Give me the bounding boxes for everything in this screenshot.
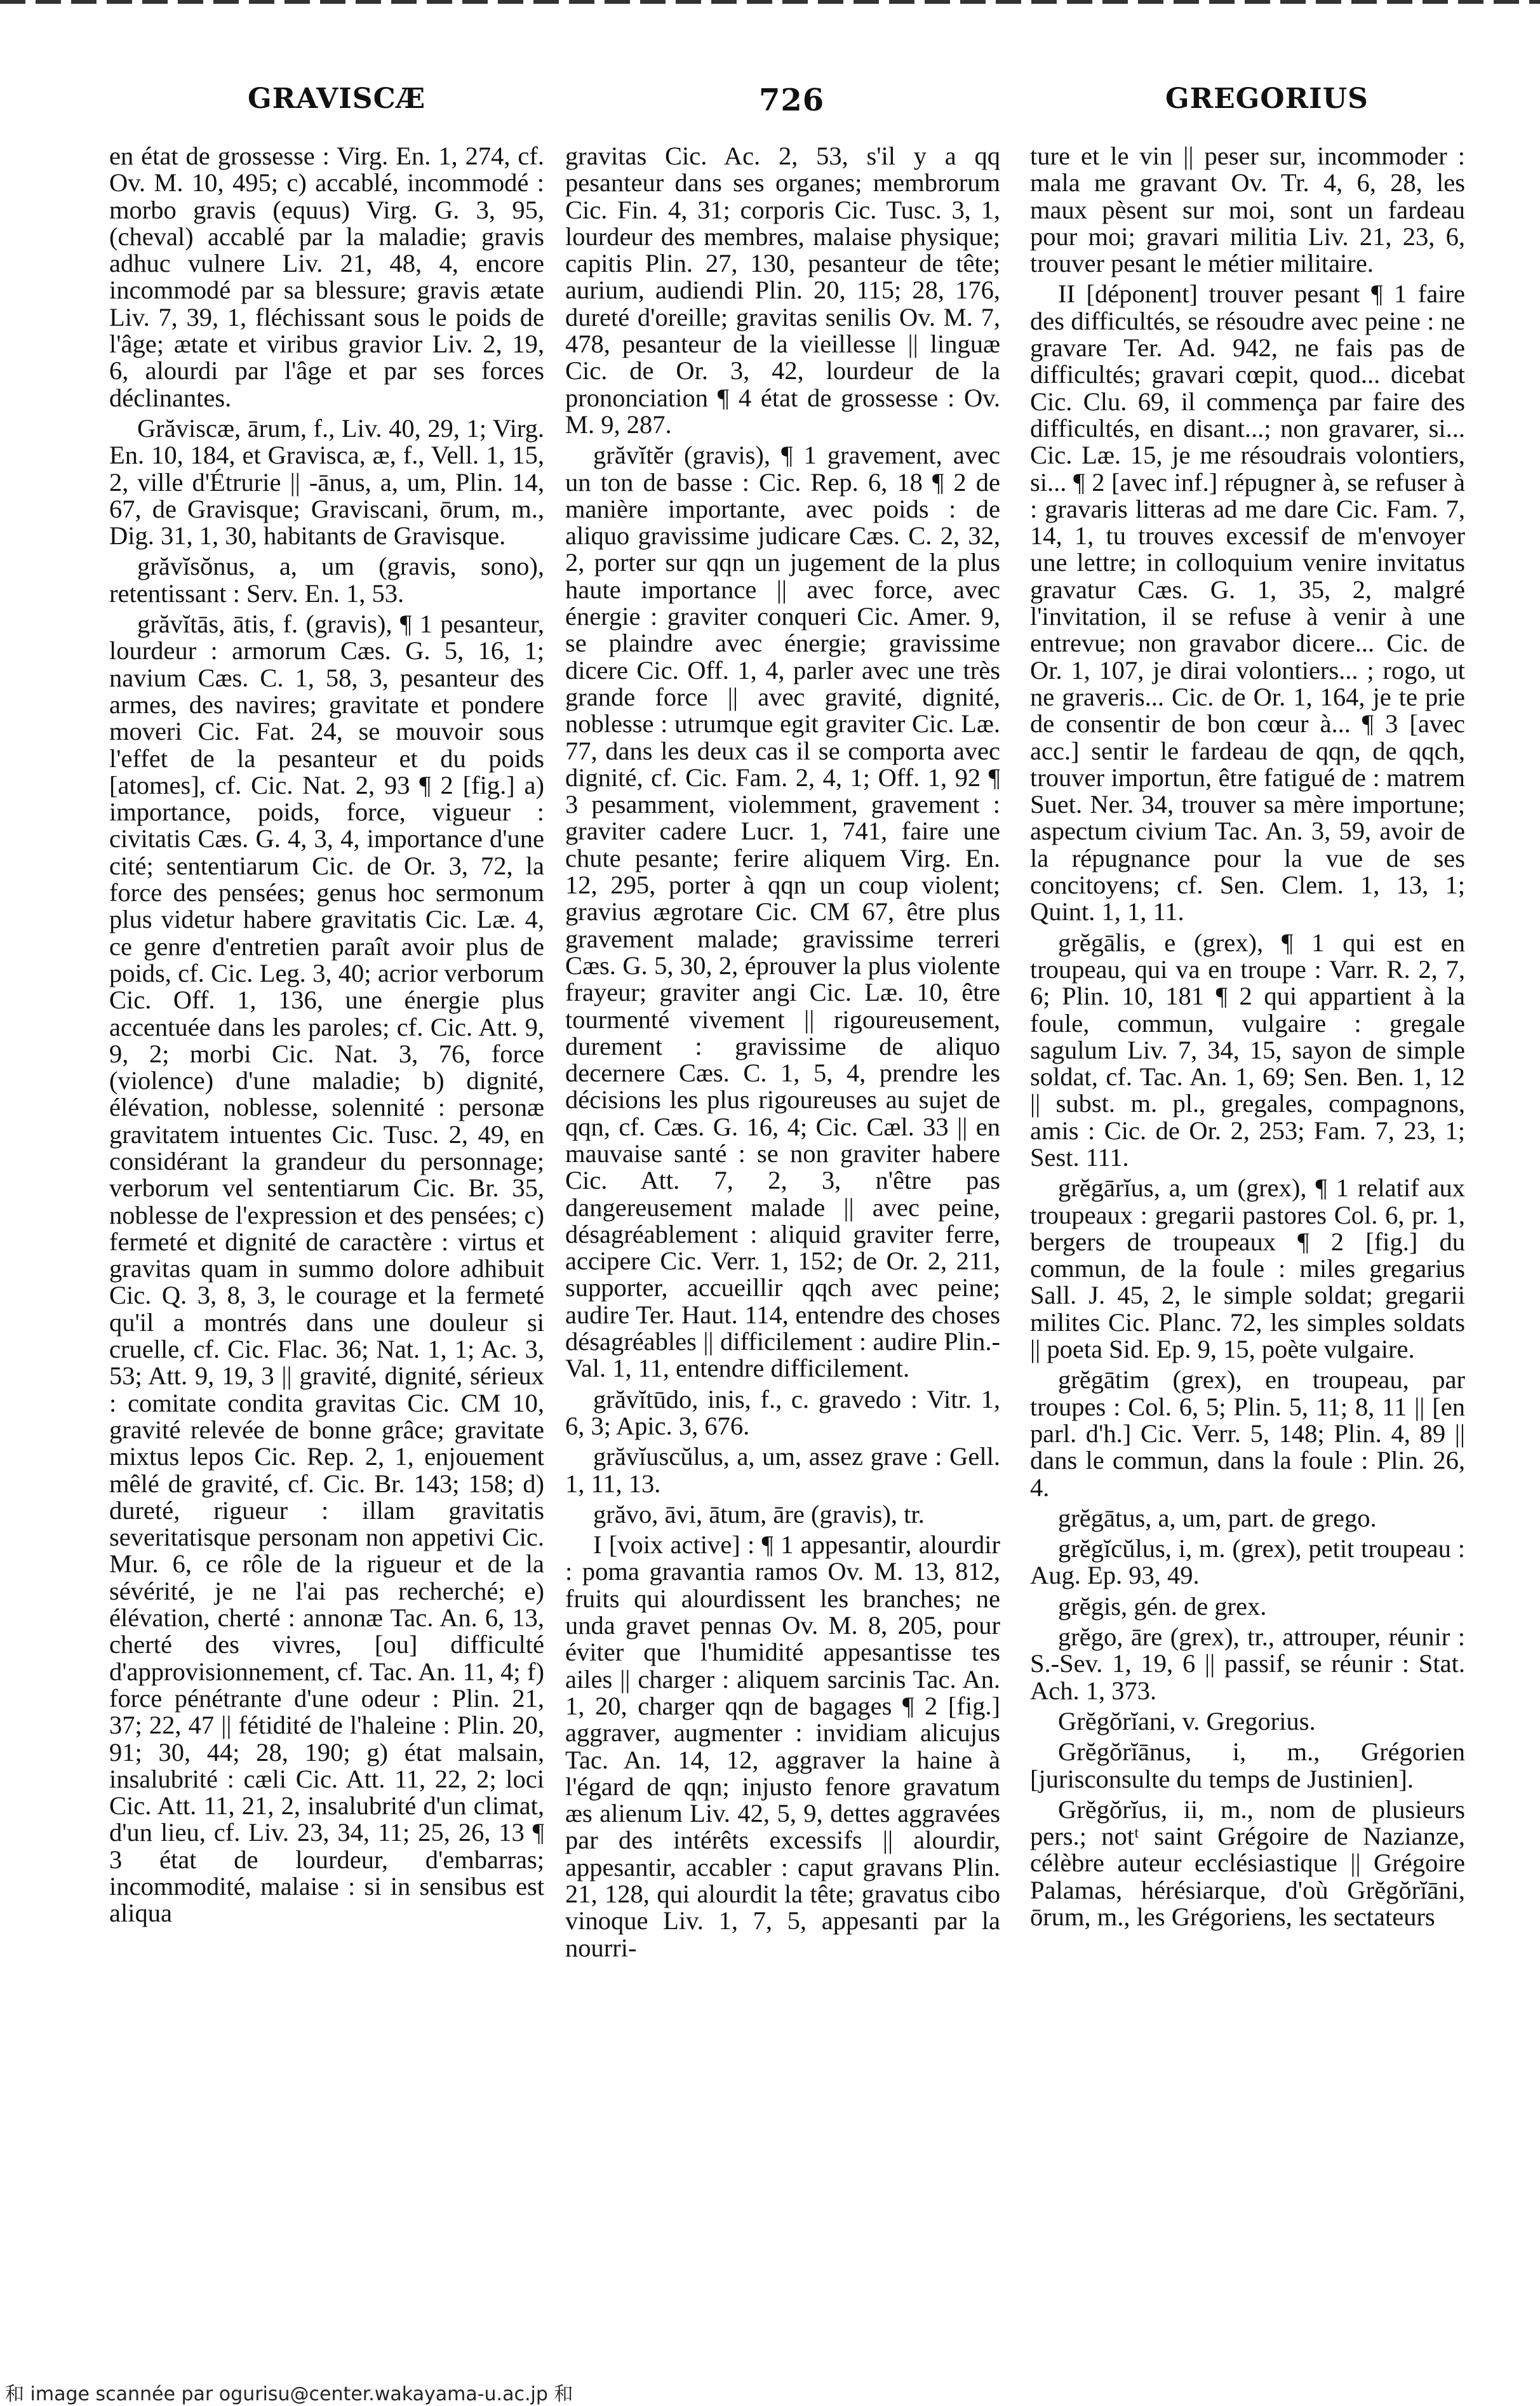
right-guideword: GREGORIUS — [1165, 83, 1369, 115]
dictionary-entry: grăvĭtūdo, inis, f., c. gravedo : Vitr. 1, 6, 3; Apic. 3, 676. — [565, 1384, 1000, 1440]
dictionary-entry: grĕgo, āre (grex), tr., attrouper, réunir : S.-Sev. 1, 19, 6 || passif, se réunir : Stat. Ach. 1, 373. — [1030, 1622, 1465, 1705]
dictionary-entry: ture et le vin || peser sur, incommoder : mala me gravant Ov. Tr. 4, 6, 28, les maux pèsent sur moi, sont un fardeau pour moi; gravari militia Liv. 21, 23, 6, trouver pesant le métier militaire. — [1030, 143, 1465, 278]
dictionary-entry: grĕgātim (grex), en troupeau, par troupes : Col. 6, 5; Plin. 5, 11; 8, 11 || [en parl. d'h.] Cic. Verr. 5, 148; Plin. 4, 89 || dans le commun, dans la foule : Plin. 26, 4. — [1030, 1365, 1465, 1502]
page-header — [108, 83, 1461, 127]
dictionary-entry: grăvĭtĕr (gravis), ¶ 1 gravement, avec un ton de basse : Cic. Rep. 6, 18 ¶ 2 de manière importante, avec poids : de aliquo gravissime judicare Cæs. C. 2, 32, 2, porter sur qqn un jugement de la plus haute importance || avec force, avec énergie : graviter conqueri Cic. Amer. 9, se plaindre avec énergie; gravissime dicere Cic. Off. 1, 4, parler avec une très grande force || avec gravité, dignité, noblesse : utrumque egit graviter Cic. Læ. 77, dans les deux cas il se comporta avec dignité, cf. Cic. Fam. 2, 4, 1; Off. 1, 92 ¶ 3 pesamment, violemment, gravement : graviter cadere Lucr. 1, 741, faire une chute pesante; ferire aliquem Virg. En. 12, 295, porter à qqn un coup violent; gravius ægrotare Cic. CM 67, être plus gravement malade; gravissime terreri Cæs. G. 5, 30, 2, éprouver la plus violente frayeur; graviter angi Cic. Læ. 10, être tourmenté vivement || rigoureusement, durement : gravissime de aliquo decernere Cæs. C. 1, 5, 4, prendre les décisions les plus rigoureuses au sujet de qqn, cf. Cæs. G. 16, 4; Cic. Cæl. 33 || en mauvaise santé : se non graviter habere Cic. Att. 7, 2, 3, n'être pas dangereusement malade || avec peine, désagréablement : aliquid graviter ferre, accipere Cic. Verr. 1, 152; de Or. 2, 211, supporter, accueillir qqch avec peine; audire Ter. Haut. 114, entendre des choses désagréables || difficilement : audire Plin.-Val. 1, 11, entendre difficilement. — [565, 441, 1000, 1383]
dictionary-entry: grăvĭuscŭlus, a, um, assez grave : Gell. 1, 11, 13. — [565, 1442, 1000, 1498]
dictionary-entry: II [déponent] trouver pesant ¶ 1 faire des difficultés, se résoudre avec peine : ne gravare Ter. Ad. 942, ne fais pas de difficultés; gravari cœpit, quod... dicebat Cic. Clu. 69, il commença par faire des difficultés, en disant...; non gravarer, si... Cic. Læ. 15, je me résoudrais volontiers, si... ¶ 2 [avec inf.] répugner à, se refuser à : gravaris litteras ad me dare Cic. Fam. 7, 14, 1, tu trouves excessif de m'envoyer une lettre; in colloquium venire invitatus gravatur Cæs. G. 1, 35, 2, malgré l'invitation, il se refuse à venir à une entrevue; non gravabor dicere... Cic. de Or. 1, 107, je dirai volontiers... ; rogo, ut ne graveris... Cic. de Or. 1, 164, je te prie de consentir de bon cœur à... ¶ 3 [avec acc.] sentir le fardeau de qqn, de qqch, trouver importun, être fatigué de : matrem Suet. Ner. 34, trouver sa mère importune; aspectum civium Tac. An. 3, 59, avoir de la répugnance pour la vue de ses concitoyens; cf. Sen. Clem. 1, 13, 1; Quint. 1, 1, 11. — [1030, 279, 1465, 926]
dictionary-entry: grĕgis, gén. de grex. — [1058, 1591, 1267, 1621]
column-2 — [565, 143, 1000, 2334]
dictionary-entry: grăvĭtās, ātis, f. (gravis), ¶ 1 pesanteur, lourdeur : armorum Cæs. G. 5, 16, 1; navium Cæs. C. 1, 58, 3, pesanteur des armes, des navires; gravitate et pondere moveri Cic. Fat. 24, se mouvoir sous l'effet de la pesanteur et du poids [atomes], cf. Cic. Nat. 2, 93 ¶ 2 [fig.] a) importance, poids, force, vigueur : civitatis Cæs. G. 4, 3, 4, importance d'une cité; sententiarum Cic. de Or. 3, 72, la force des pensées; genus hoc sermonum plus videtur habere gravitatis Cic. Læ. 4, ce genre d'entretien paraît avoir plus de poids, cf. Cic. Leg. 3, 40; acrior verborum Cic. Off. 1, 136, une énergie plus accentuée dans les paroles; cf. Cic. Att. 9, 9, 2; morbi Cic. Nat. 3, 76, force (violence) d'une maladie; b) dignité, élévation, noblesse, solennité : personæ gravitatem intuentes Cic. Tusc. 2, 49, en considérant la grandeur du personnage; verborum vel sententiarum Cic. Br. 35, noblesse de l'expression et des pensées; c) fermeté et dignité de caractère : virtus et gravitas quam in summo dolore adhibuit Cic. Q. 3, 8, 3, le courage et la fermeté qu'il a montrés dans une douleur si cruelle, cf. Cic. Flac. 36; Nat. 1, 1; Ac. 3, 53; Att. 9, 19, 3 || gravité, dignité, sérieux : comitate condita gravitas Cic. CM 10, gravité relevée de bonne grâce; gravitate mixtus lepos Cic. Rep. 2, 1, enjouement mêlé de gravité, cf. Cic. Br. 143; 158; d) dureté, rigueur : illam gravitatis severitatisque personam non appetivi Cic. Mur. 6, ce rôle de la rigueur et de la sévérité, je ne l'ai pas recherché; e) élévation, cherté : annonæ Tac. An. 6, 13, cherté des vivres, [ou] difficulté d'approvisionnement, cf. Tac. An. 11, 4; f) force pénétrante d'une odeur : Plin. 21, 37; 22, 47 || fétidité de l'haleine : Plin. 20, 91; 30, 44; 28, 190; g) état malsain, insalubrité : cæli Cic. Att. 11, 22, 2; loci Cic. Att. 11, 21, 2, insalubrité d'un climat, d'un lieu, cf. Liv. 23, 34, 11; 25, 26, 13 ¶ 3 état de lourdeur, d'embarras; incommodité, malaise : si in sensibus est aliqua — [109, 610, 544, 1928]
scan-credit: 和 image scannée par ogurisu@center.wakayama-u.ac.jp 和 — [5, 2383, 573, 2405]
dictionary-entry: Grĕgŏrĭus, ii, m., nom de plusieurs pers.; notᵗ saint Grégoire de Nazianze, célèbre auteur ecclésiastique || Grégoire Palamas, hérésiarque, d'où Grĕgŏrĭāni, ōrum, m., les Grégoriens, les sectateurs — [1030, 1794, 1465, 1931]
dictionary-entry: gravitas Cic. Ac. 2, 53, s'il y a qq pesanteur dans ses organes; membrorum Cic. Fin. 4, 31; corporis Cic. Tusc. 3, 1, lourdeur des membres, malaise physique; capitis Plin. 27, 130, pesanteur de tête; aurium, audiendi Plin. 20, 115; 28, 176, dureté d'oreille; gravitas senilis Ov. M. 7, 478, pesanteur de la vieillesse || linguæ Cic. de Or. 3, 42, lourdeur de la prononciation ¶ 4 état de grossesse : Ov. M. 9, 287. — [565, 143, 1000, 439]
dictionary-entry: I [voix active] : ¶ 1 appesantir, alourdir : poma gravantia ramos Ov. M. 13, 812, fruits qui alourdissent les branches; ne unda gravet pennas Ov. M. 8, 205, pour éviter que l'humidité appesantisse tes ailes || charger : aliquem sarcinis Tac. An. 1, 20, charger qqn de bagages ¶ 2 [fig.] aggraver, augmenter : invidiam alicujus Tac. An. 14, 12, aggraver la haine à l'égard de qqn; injusto fenore gravatum æs alienum Liv. 42, 5, 9, dettes aggravées par des intérêts excessifs || alourdir, appesantir, accabler : caput gravans Plin. 21, 128, qui alourdit la tête; gravatus cibo vinoque Liv. 1, 7, 5, appesanti par la nourri- — [565, 1530, 1000, 1962]
dictionary-entry: en état de grossesse : Virg. En. 1, 274, cf. Ov. M. 10, 495; c) accablé, incommodé : morbo gravis (equus) Virg. G. 3, 95, (cheval) accablé par la maladie; gravis adhuc vulnere Liv. 21, 48, 4, encore incommodé par sa blessure; gravis ætate Liv. 7, 39, 1, fléchissant sous le poids de l'âge; ætate et viribus gravior Liv. 2, 19, 6, alourdi par l'âge et par ses forces déclinantes. — [109, 143, 544, 412]
dictionary-entry: Grĕgŏrĭānus, i, m., Grégorien [jurisconsulte du temps de Justinien]. — [1030, 1737, 1465, 1793]
dictionary-entry: grĕgātus, a, um, part. de grego. — [1058, 1503, 1377, 1532]
dictionary-entry: grĕgārĭus, a, um (grex), ¶ 1 relatif aux troupeaux : gregarii pastores Col. 6, pr. 1, bergers de troupeaux ¶ 2 [fig.] du commun, de la foule : miles gregarius Sall. J. 45, 2, le simple soldat; gregarii milites Cic. Planc. 72, les simples soldats || poeta Sid. Ep. 9, 15, poète vulgaire. — [1030, 1173, 1465, 1364]
left-guideword: GRAVISCÆ — [248, 83, 426, 115]
dictionary-entry: grăvĭsŏnus, a, um (gravis, sono), retentissant : Serv. En. 1, 53. — [109, 552, 544, 608]
page-number: 726 — [759, 83, 825, 118]
dictionary-entry: grĕgĭcŭlus, i, m. (grex), petit troupeau : Aug. Ep. 93, 49. — [1030, 1534, 1465, 1590]
dictionary-entry: Grăviscæ, ārum, f., Liv. 40, 29, 1; Virg. En. 10, 184, et Gravisca, æ, f., Vell. 1, 15, 2, ville d'Étrurie || -ānus, a, um, Plin. 14, 67, de Gravisque; Graviscani, ōrum, m., Dig. 31, 1, 30, habitants de Gravisque. — [109, 413, 544, 551]
top-rule — [0, 0, 1540, 4]
dictionary-entry: grăvo, āvi, ātum, āre (gravis), tr. — [593, 1499, 925, 1528]
column-1 — [109, 143, 544, 2334]
dictionary-entry: Grĕgŏrĭani, v. Gregorius. — [1058, 1706, 1316, 1735]
dictionary-entry: grĕgālis, e (grex), ¶ 1 qui est en troupeau, qui va en troupe : Varr. R. 2, 7, 6; Plin. 10, 181 ¶ 2 qui appartient à la foule, commun, vulgaire : gregale sagulum Liv. 7, 34, 15, sayon de simple soldat, cf. Tac. An. 1, 69; Sen. Ben. 1, 12 || subst. m. pl., gregales, compagnons, amis : Cic. de Or. 2, 253; Fam. 7, 23, 1; Sest. 111. — [1030, 928, 1465, 1172]
column-3 — [1030, 143, 1465, 2334]
